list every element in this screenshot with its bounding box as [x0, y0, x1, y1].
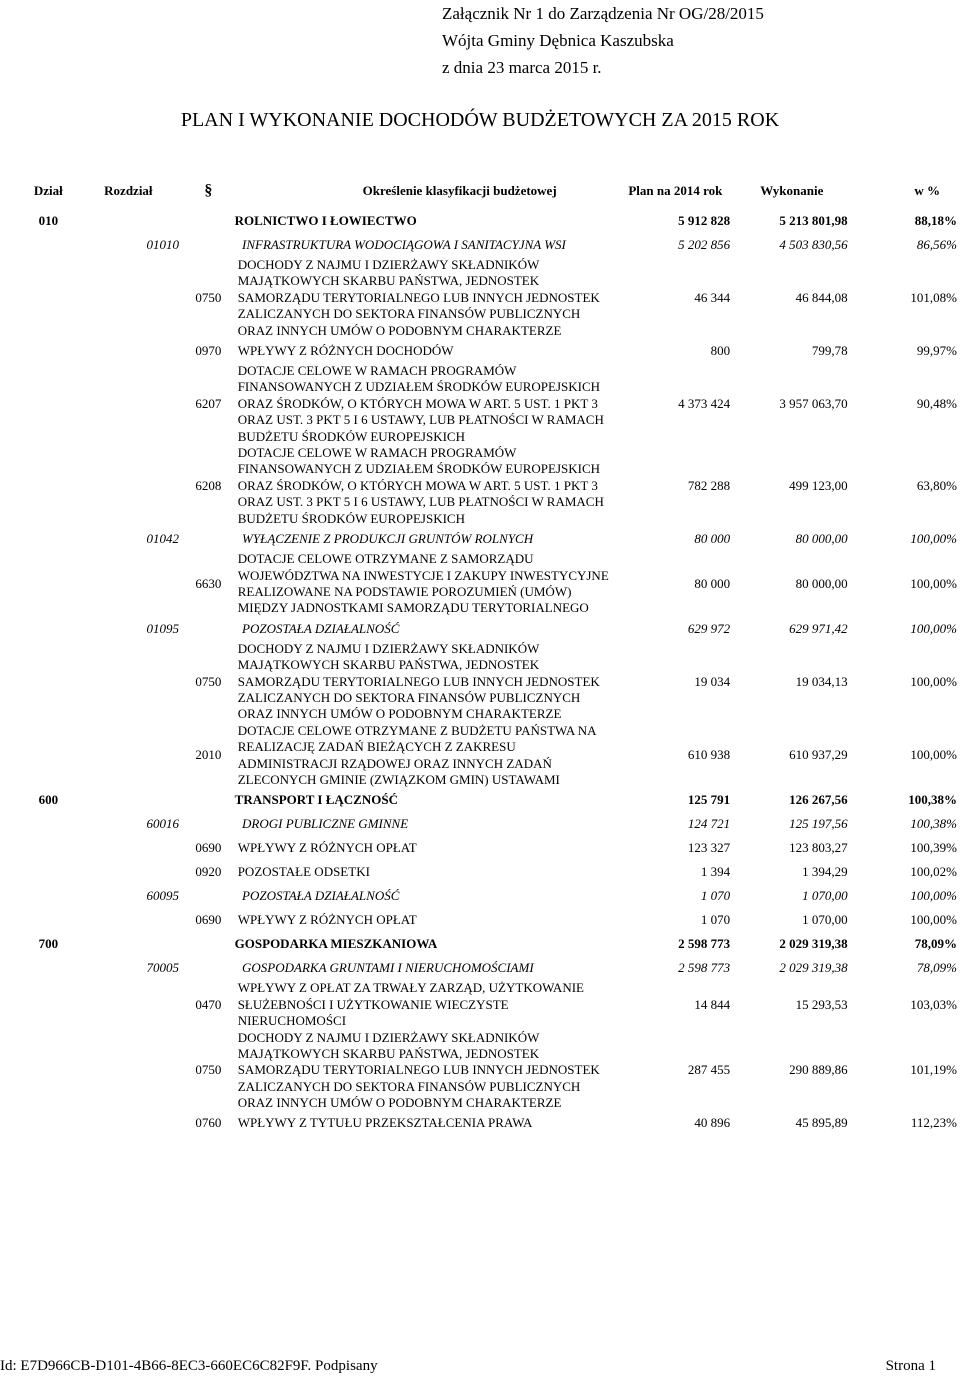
table-row-rozdz [22, 527, 960, 551]
cell-plan: 5 912 828 [678, 212, 731, 228]
cell-dzial [22, 956, 75, 980]
cell-name: GOSPODARKA MIESZKANIOWA [234, 936, 438, 952]
table-header-row [22, 171, 960, 209]
cell-wykonanie: 2 029 319,38 [779, 960, 848, 976]
cell-rozdzial [75, 723, 182, 789]
cell-plan: 782 288 [687, 477, 731, 493]
cell-dzial [22, 527, 75, 551]
cell-procent: 78,09% [916, 960, 957, 976]
cell-plan: 125 791 [687, 792, 731, 808]
cell-procent: 100,00% [910, 673, 957, 689]
cell-rozdzial: 01095 [146, 620, 180, 636]
table-row-par [22, 257, 960, 339]
cell-plan: 800 [710, 342, 731, 358]
cell-plan: 2 598 773 [678, 960, 731, 976]
cell-name: DOCHODY Z NAJMU I DZIERŻAWY SKŁADNIKÓW MAJĄTKOWYCH SKARBU PAŃSTWA, JEDNOSTEK SAMORZĄDU TERYTORIALNEGO LUB INNYCH JEDNOSTEK ZALICZANYCH DO SEKTORA FINANSÓW PUBLICZNYCH ORAZ INNYCH UMÓW O PODOBNYM CHARAKTERZE [237, 640, 600, 722]
cell-dzial [22, 884, 75, 908]
cell-procent: 100,38% [910, 816, 957, 832]
cell-dzial [22, 980, 75, 1029]
cell-procent: 78,09% [914, 936, 957, 952]
cell-procent: 101,19% [910, 1062, 957, 1078]
cell-procent: 100,00% [910, 620, 957, 636]
cell-wykonanie: 2 029 319,38 [779, 936, 848, 952]
cell-dzial: 010 [38, 212, 59, 228]
cell-wykonanie: 80 000,00 [795, 575, 848, 591]
header-nazwa: Określenie klasyfikacji budżetowej [362, 182, 557, 198]
cell-name: DOTACJE CELOWE OTRZYMANE Z SAMORZĄDU WOJEWÓDZTWA NA INWESTYCJE I ZAKUPY INWESTYCYJNE REALIZOWANE NA PODSTAWIE POROZUMIEŃ (UMÓW) MIĘDZY JADNOSTKAMI SAMORZĄDU TERYTORIALNEGO [237, 551, 609, 616]
cell-plan: 80 000 [694, 530, 731, 546]
table-row-par [22, 339, 960, 363]
cell-paragraf: 0760 [195, 1115, 222, 1131]
cell-name: WPŁYWY Z OPŁAT ZA TRWAŁY ZARZĄD, UŻYTKOWANIE SŁUŻEBNOŚCI I UŻYTKOWANIE WIECZYSTE NIERUCHOMOŚCI [237, 980, 584, 1029]
cell-rozdzial [75, 445, 182, 527]
cell-rozdzial [75, 641, 182, 723]
cell-paragraf: 6630 [195, 575, 222, 591]
table-row-par [22, 836, 960, 860]
cell-name: WPŁYWY Z TYTUŁU PRZEKSZTAŁCENIA PRAWA [237, 1115, 533, 1131]
table-row-dzial [22, 209, 960, 233]
table-row-rozdz [22, 956, 960, 980]
table-row-par [22, 1112, 960, 1136]
cell-dzial [22, 812, 75, 836]
cell-name: INFRASTRUKTURA WODOCIĄGOWA I SANITACYJNA WSI [242, 236, 566, 252]
cell-paragraf: 0690 [195, 840, 222, 856]
cell-rozdzial [75, 860, 182, 884]
cell-rozdzial: 01010 [146, 236, 180, 252]
cell-wykonanie: 610 937,29 [789, 747, 848, 763]
cell-wykonanie: 799,78 [811, 342, 848, 358]
table-row-par [22, 445, 960, 527]
cell-dzial [22, 1030, 75, 1112]
cell-procent: 100,00% [910, 747, 957, 763]
cell-wykonanie: 123 803,27 [789, 840, 848, 856]
page-number: Strona 1 [885, 1358, 936, 1374]
cell-plan: 19 034 [694, 673, 731, 689]
cell-wykonanie: 5 213 801,98 [779, 212, 848, 228]
cell-rozdzial [75, 1112, 182, 1136]
table-row-rozdz [22, 812, 960, 836]
cell-rozdzial: 60016 [146, 816, 180, 832]
cell-dzial [22, 723, 75, 789]
table-row-rozdz [22, 617, 960, 641]
cell-plan: 14 844 [694, 996, 731, 1012]
header-line-date: z dnia 23 marca 2015 r. [442, 58, 602, 77]
table-row-par [22, 908, 960, 932]
cell-rozdzial [75, 363, 182, 445]
cell-rozdzial [75, 339, 182, 363]
cell-dzial [22, 836, 75, 860]
cell-plan: 123 327 [687, 840, 731, 856]
header-rozdzial: Rozdział [104, 182, 153, 198]
header-line-attachment: Załącznik Nr 1 do Zarządzenia Nr OG/28/2015 [442, 4, 764, 23]
cell-wykonanie: 46 844,08 [795, 289, 848, 305]
cell-procent: 90,48% [916, 395, 957, 411]
cell-dzial [22, 233, 75, 257]
cell-rozdzial: 01042 [146, 530, 180, 546]
cell-paragraf: 0470 [195, 996, 222, 1012]
table-row-par [22, 1030, 960, 1112]
cell-name: WPŁYWY Z RÓŻNYCH OPŁAT [237, 912, 417, 928]
cell-wykonanie: 290 889,86 [789, 1062, 848, 1078]
cell-plan: 5 202 856 [678, 236, 731, 252]
cell-dzial [22, 860, 75, 884]
cell-wykonanie: 15 293,53 [795, 996, 848, 1012]
cell-name: DROGI PUBLICZNE GMINNE [242, 816, 409, 832]
cell-name: POZOSTAŁE ODSETKI [237, 864, 370, 880]
cell-dzial: 700 [38, 936, 59, 952]
cell-dzial [22, 641, 75, 723]
cell-rozdzial: 70005 [146, 960, 180, 976]
table-row-par [22, 980, 960, 1029]
cell-plan: 610 938 [687, 747, 731, 763]
cell-paragraf: 6207 [195, 395, 222, 411]
cell-paragraf: 0750 [195, 673, 222, 689]
cell-plan: 1 394 [700, 864, 731, 880]
cell-wykonanie: 19 034,13 [795, 673, 848, 689]
cell-plan: 1 070 [700, 912, 731, 928]
cell-procent: 100,38% [908, 792, 957, 808]
cell-dzial [22, 908, 75, 932]
cell-name: DOTACJE CELOWE W RAMACH PROGRAMÓW FINANSOWANYCH Z UDZIAŁEM ŚRODKÓW EUROPEJSKICH ORAZ ŚRODKÓW, O KTÓRYCH MOWA W ART. 5 UST. 1 PKT 3 ORAZ UST. 3 PKT 5 I 6 USTAWY, LUB PŁATNOŚCI W RAMACH BUDŻETU ŚRODKÓW EUROPEJSKICH [237, 445, 604, 526]
cell-plan: 629 972 [687, 620, 731, 636]
cell-procent: 112,23% [910, 1115, 957, 1131]
cell-name: ROLNICTWO I ŁOWIECTWO [234, 212, 417, 228]
cell-plan: 80 000 [694, 575, 731, 591]
cell-paragraf: 0690 [195, 912, 222, 928]
budget-table [22, 171, 960, 1136]
cell-name: DOCHODY Z NAJMU I DZIERŻAWY SKŁADNIKÓW MAJĄTKOWYCH SKARBU PAŃSTWA, JEDNOSTEK SAMORZĄDU TERYTORIALNEGO LUB INNYCH JEDNOSTEK ZALICZANYCH DO SEKTORA FINANSÓW PUBLICZNYCH ORAZ INNYCH UMÓW O PODOBNYM CHARAKTERZE [237, 257, 600, 338]
header-wykonanie: Wykonanie [760, 182, 824, 198]
cell-wykonanie: 80 000,00 [795, 530, 848, 546]
cell-procent: 99,97% [916, 342, 957, 358]
cell-rozdzial [75, 257, 182, 339]
cell-plan: 46 344 [694, 289, 731, 305]
cell-rozdzial [75, 836, 182, 860]
cell-rozdzial [75, 980, 182, 1029]
cell-plan: 4 373 424 [678, 395, 731, 411]
table-row-par [22, 363, 960, 445]
cell-dzial: 600 [38, 792, 59, 808]
cell-dzial [22, 339, 75, 363]
cell-paragraf: 0920 [195, 864, 222, 880]
cell-procent: 86,56% [916, 236, 957, 252]
cell-paragraf: 0750 [195, 1062, 222, 1078]
cell-wykonanie: 1 070,00 [802, 912, 848, 928]
table-row-dzial [22, 788, 960, 812]
cell-wykonanie: 1 394,29 [802, 864, 848, 880]
cell-rozdzial [75, 551, 182, 617]
cell-rozdzial [75, 908, 182, 932]
cell-name: GOSPODARKA GRUNTAMI I NIERUCHOMOŚCIAMI [242, 960, 534, 976]
document-id: Id: E7D966CB-D101-4B66-8EC3-660EC6C82F9F. Podpisany [0, 1358, 378, 1374]
cell-plan: 124 721 [687, 816, 731, 832]
header-line-issuer: Wójta Gminy Dębnica Kaszubska [442, 31, 674, 50]
cell-procent: 100,00% [910, 575, 957, 591]
cell-rozdzial [75, 1030, 182, 1112]
cell-name: TRANSPORT I ŁĄCZNOŚĆ [234, 792, 398, 808]
cell-name: WPŁYWY Z RÓŻNYCH OPŁAT [237, 840, 417, 856]
table-row-dzial [22, 932, 960, 956]
table-row-par [22, 723, 960, 789]
cell-procent: 100,39% [910, 840, 957, 856]
cell-dzial [22, 1112, 75, 1136]
cell-procent: 88,18% [914, 212, 957, 228]
cell-name: DOCHODY Z NAJMU I DZIERŻAWY SKŁADNIKÓW MAJĄTKOWYCH SKARBU PAŃSTWA, JEDNOSTEK SAMORZĄDU TERYTORIALNEGO LUB INNYCH JEDNOSTEK ZALICZANYCH DO SEKTORA FINANSÓW PUBLICZNYCH ORAZ INNYCH UMÓW O PODOBNYM CHARAKTERZE [237, 1029, 600, 1111]
table-row-par [22, 860, 960, 884]
cell-wykonanie: 629 971,42 [789, 620, 848, 636]
cell-procent: 63,80% [916, 477, 957, 493]
cell-paragraf: 6208 [195, 477, 222, 493]
cell-paragraf: 0750 [195, 289, 222, 305]
cell-name: DOTACJE CELOWE OTRZYMANE Z BUDŻETU PAŃSTWA NA REALIZACJĘ ZADAŃ BIEŻĄCYCH Z ZAKRESU ADMINISTRACJI RZĄDOWEJ ORAZ INNYCH ZADAŃ ZLECONYCH GMINIE (ZWIĄZKOM GMIN) USTAWAMI [237, 722, 596, 787]
cell-plan: 2 598 773 [678, 936, 731, 952]
header-dzial: Dział [33, 182, 63, 198]
document-header [442, 0, 764, 81]
cell-procent: 100,00% [910, 530, 957, 546]
cell-dzial [22, 445, 75, 527]
cell-wykonanie: 3 957 063,70 [779, 395, 848, 411]
page-title: PLAN I WYKONANIE DOCHODÓW BUDŻETOWYCH ZA 2015 ROK [180, 109, 780, 131]
budget-table-body [22, 209, 960, 1136]
cell-procent: 101,08% [910, 289, 957, 305]
cell-dzial [22, 363, 75, 445]
cell-name: DOTACJE CELOWE W RAMACH PROGRAMÓW FINANSOWANYCH Z UDZIAŁEM ŚRODKÓW EUROPEJSKICH ORAZ ŚRODKÓW, O KTÓRYCH MOWA W ART. 5 UST. 1 PKT 3 ORAZ UST. 3 PKT 5 I 6 USTAWY, LUB PŁATNOŚCI W RAMACH BUDŻETU ŚRODKÓW EUROPEJSKICH [237, 363, 604, 444]
cell-procent: 100,00% [910, 912, 957, 928]
header-procent: w % [914, 182, 940, 198]
header-plan: Plan na 2014 rok [628, 182, 723, 198]
header-paragraf [182, 171, 235, 209]
cell-name: WYŁĄCZENIE Z PRODUKCJI GRUNTÓW ROLNYCH [242, 530, 534, 546]
cell-wykonanie: 45 895,89 [795, 1115, 848, 1131]
table-row-par [22, 551, 960, 617]
cell-name: WPŁYWY Z RÓŻNYCH DOCHODÓW [237, 342, 454, 358]
cell-name: POZOSTAŁA DZIAŁALNOŚĆ [242, 888, 400, 904]
cell-wykonanie: 4 503 830,56 [779, 236, 848, 252]
cell-wykonanie: 499 123,00 [789, 477, 848, 493]
cell-dzial [22, 617, 75, 641]
cell-procent: 100,00% [910, 888, 957, 904]
cell-dzial [22, 551, 75, 617]
table-row-rozdz [22, 884, 960, 908]
cell-paragraf: 2010 [195, 747, 222, 763]
cell-plan: 40 896 [694, 1115, 731, 1131]
cell-paragraf: 0970 [195, 342, 222, 358]
cell-wykonanie: 126 267,56 [789, 792, 848, 808]
table-row-par [22, 641, 960, 723]
cell-plan: 1 070 [700, 888, 731, 904]
cell-name: POZOSTAŁA DZIAŁALNOŚĆ [242, 620, 400, 636]
paragraph-icon: § [204, 181, 213, 199]
table-row-rozdz [22, 233, 960, 257]
cell-wykonanie: 1 070,00 [802, 888, 848, 904]
cell-dzial [22, 257, 75, 339]
cell-procent: 100,02% [910, 864, 957, 880]
cell-wykonanie: 125 197,56 [789, 816, 848, 832]
cell-procent: 103,03% [910, 996, 957, 1012]
cell-plan: 287 455 [687, 1062, 731, 1078]
cell-rozdzial: 60095 [146, 888, 180, 904]
